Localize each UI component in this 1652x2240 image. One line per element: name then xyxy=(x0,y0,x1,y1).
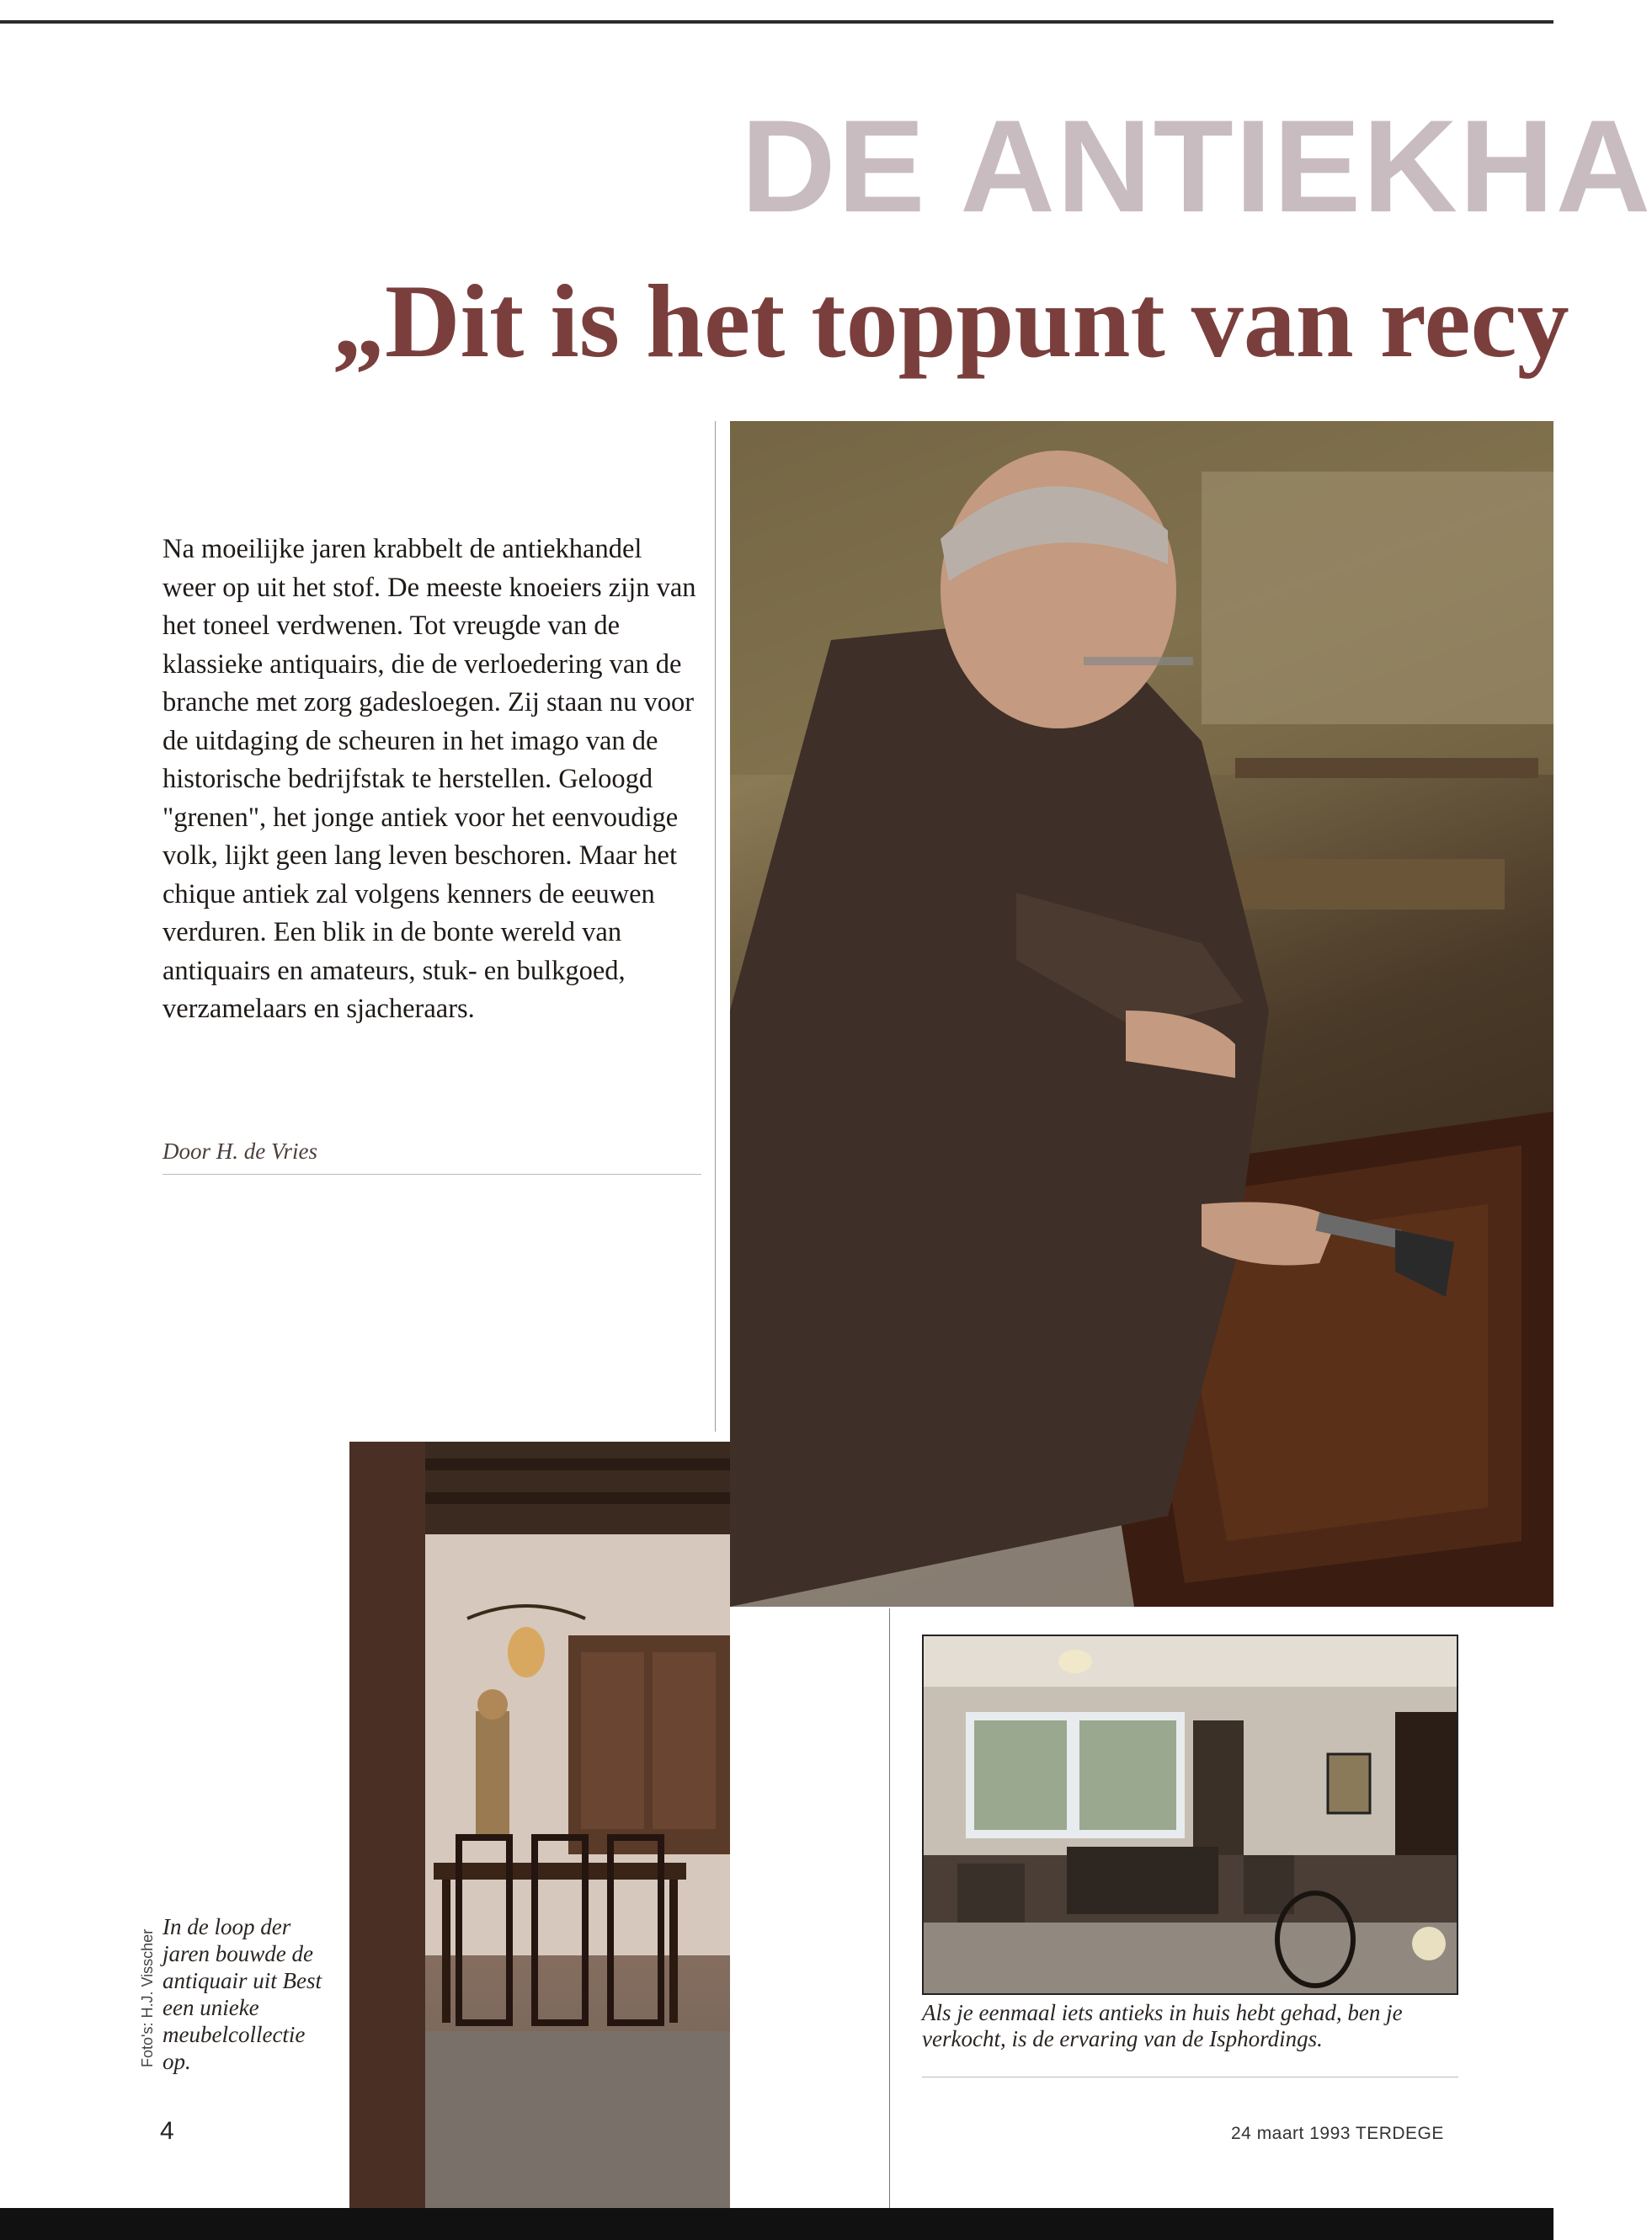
dining-room-caption: In de loop der jaren bouwde de antiquair uit Best een unieke meubelcollectie op. xyxy=(163,1914,322,2074)
sitting-room-caption: Als je eenmaal iets antieks in huis hebt gehad, ben je verkocht, is de ervaring van de Isphordings. xyxy=(922,2000,1403,2051)
photo-divider-right xyxy=(889,1608,890,2208)
photo-credit: Foto's: H.J. Visscher xyxy=(139,1928,156,2067)
sitting-room-illustration xyxy=(924,1636,1457,1993)
byline-divider xyxy=(163,1174,701,1175)
dining-room-illustration xyxy=(349,1442,730,2208)
section-title: DE ANTIEKHA xyxy=(741,93,1652,240)
article-byline: Door H. de Vries xyxy=(163,1139,317,1164)
dining-room-photo xyxy=(349,1442,730,2208)
article-headline: „Dit is het toppunt van recy xyxy=(333,264,1569,379)
bottom-border xyxy=(0,2208,1553,2240)
top-rule xyxy=(0,20,1553,24)
article-intro: Na moeilijke jaren krabbelt de antiekhandel weer op uit het stof. De meeste knoeiers zijn van het toneel verdwenen. Tot vreugde van de klassieke antiquairs, die de verloedering van de branche met zorg gadesloegen. Zij staan nu voor de uitdaging de scheuren in het imago van de historische bedrijfstak te herstellen. Geloogd "grenen", het jonge antiek voor het eenvoudige volk, lijkt geen lang leven beschoren. Maar het chique antiek zal volgens kenners de eeuwen verduren. Een blik in de bonte wereld van antiquairs en amateurs, stuk- en bulkgoed, verzamelaars en sjacheraars. xyxy=(163,534,696,1024)
page-number: 4 xyxy=(160,2117,174,2145)
workshop-photo-illustration xyxy=(730,421,1553,1607)
issue-info: 24 maart 1993 TERDEGE xyxy=(1231,2124,1444,2143)
workshop-photo xyxy=(730,421,1553,1607)
sitting-room-photo xyxy=(922,1635,1458,1995)
column-divider xyxy=(715,421,716,1432)
